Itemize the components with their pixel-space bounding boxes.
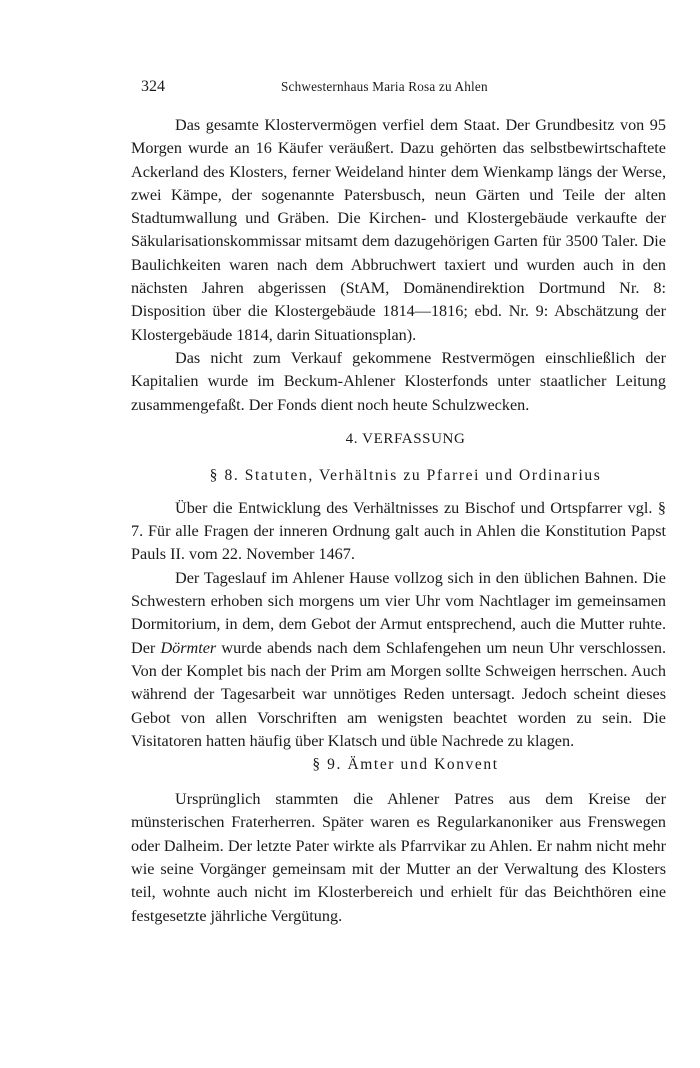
section-heading-statutes: § 8. Statuten, Verhältnis zu Pfarrei und Ordinarius: [209, 466, 602, 484]
routine-italic-term: Dörmter: [160, 638, 217, 657]
page-number: 324: [141, 78, 165, 95]
paragraph-property-sale: Das gesamte Klostervermögen verfiel dem Staat. Der Grundbesitz von 95 Morgen wurde an 16 Käufer veräußert. Dazu gehörten das selbstbewirtschaftete Ackerland des Klosters, ferner Weideland hinter dem Wienkamp längs der Werse, zwei Kämpe, der sogenannte Patersbusch, neun Gärten und Teile der alten Stadtumwallung und Gräben. Die Kirchen- und Klostergebäude verkaufte der Säkularisationskommissar mitsamt dem dazugehörigen Garten für 3500 Taler. Die Baulichkeiten waren nach dem Abbruchwert taxiert und wurden auch in den nächsten Jahren abgerissen (StAM, Domänendirektion Dortmund Nr. 8: Disposition über die Klostergebäude 1814—1816; ebd. Nr. 9: Abschätzung der Klostergebäude 1814, darin Situationsplan).: [131, 116, 666, 344]
running-title: Schwesternhaus Maria Rosa zu Ahlen: [281, 79, 488, 94]
paragraph-daily-routine: [131, 567, 666, 753]
running-header: [131, 78, 666, 98]
paragraph-patres: Ursprünglich stammten die Ahlener Patres aus dem Kreise der münsterischen Fraterherren. Später waren es Regularkanoniker aus Frenswegen oder Dalheim. Der letzte Pater wirkte als Pfarrvikar zu Ahlen. Er nahm nicht mehr wie seine Vorgänger gemeinsam mit der Mutter an der Verwaltung des Klosters teil, wohnte auch nicht im Klosterbereich und erhielt für das Beichthören eine festgesetzte jährliche Vergütung.: [131, 790, 666, 925]
routine-text-start: Der Tageslauf im Ahlener Hause vollzog sich in den üblichen Bahnen. Die Schwestern erhoben sich morgens um vier Uhr vom Nachtlager im gemeinsamen Dormitorium, in dem, dem Gebot der Armut entsprechend, auch die Mutter ruhte. Der: [131, 568, 666, 657]
routine-text-end: wurde abends nach dem Schlafengehen um neun Uhr verschlossen. Von der Komplet bis nach der Prim am Morgen sollte Schweigen herrschen. Auch während der Tagesarbeit war unnötiges Reden untersagt. Jedoch scheint dieses Gebot von allen Vorschriften am wenigsten beachtet worden zu sein. Die Visitatoren hatten häufig über Klatsch und üble Nachrede zu klagen.: [131, 638, 667, 750]
chapter-heading: 4. VERFASSUNG: [345, 430, 466, 447]
paragraph-constitution: Über die Entwicklung des Verhältnisses zu Bischof und Ortspfarrer vgl. § 7. Für alle Fragen der inneren Ordnung galt auch in Ahlen die Konstitution Papst Pauls II. vom 22. November 1467.: [131, 498, 666, 564]
section-heading-offices: § 9. Ämter und Konvent: [312, 756, 499, 774]
paragraph-residual-assets: Das nicht zum Verkauf gekommene Restvermögen einschließlich der Kapitalien wurde im Beckum-Ahlener Klosterfonds unter staatlicher Leitung zusammengefaßt. Der Fonds dient noch heute Schulzwecken.: [131, 348, 666, 414]
book-page: [131, 78, 666, 928]
